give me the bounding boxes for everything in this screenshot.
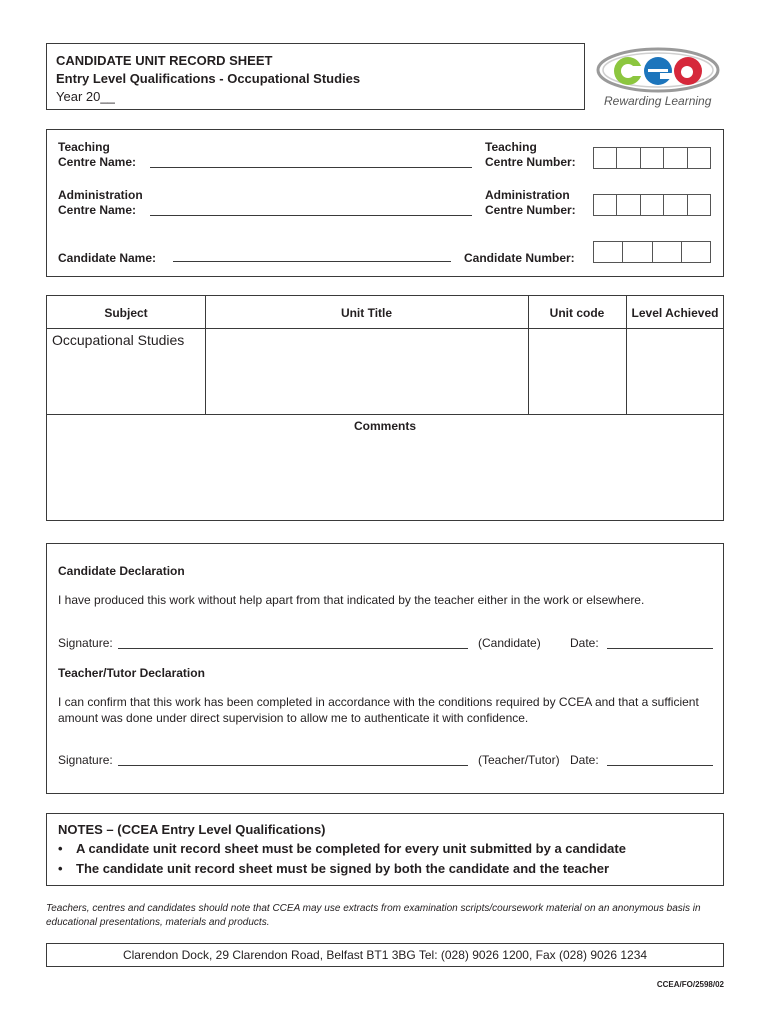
comments-label: Comments (353, 419, 416, 433)
address-box (46, 943, 724, 967)
header-subject: Subject (104, 306, 148, 320)
teacher-date-label: Date: (570, 753, 599, 767)
candidate-signature-field[interactable] (118, 648, 468, 649)
unit-title-cell[interactable] (206, 329, 527, 413)
teaching-centre-name-label-2: Centre Name: (58, 155, 137, 169)
cea-logo-text (596, 46, 597, 47)
notes-bullet-2: The candidate unit record sheet must be signed by both the candidate and the teacher (76, 861, 610, 876)
logo-tagline: Rewarding Learning (604, 94, 712, 108)
candidate-date-field[interactable] (607, 648, 713, 649)
header-unit-code: Unit code (549, 306, 605, 320)
teacher-signature-field[interactable] (118, 765, 468, 766)
admin-centre-name-label-2: Centre Name: (58, 203, 137, 217)
comments-field[interactable] (48, 436, 722, 518)
candidate-signature-label: Signature: (58, 636, 113, 650)
notes-bullet-2-marker: • (58, 861, 63, 876)
teaching-centre-number-label-2: Centre Number: (485, 155, 576, 169)
cea-logo-icon (596, 46, 724, 94)
address-text: Clarendon Dock, 29 Clarendon Road, Belfast BT1 3BG Tel: (028) 9026 1200, Fax (028) 9026 1234 (122, 948, 648, 962)
form-subtitle: Entry Level Qualifications - Occupational Studies (56, 71, 361, 86)
admin-centre-number-boxes[interactable] (593, 194, 711, 216)
candidate-date-label: Date: (570, 636, 599, 650)
candidate-declaration-text: I have produced this work without help apart from that indicated by the teacher either in the work or elsewhere. (58, 593, 645, 607)
notes-box (46, 813, 724, 886)
teaching-centre-number-label-1: Teaching (485, 140, 537, 154)
admin-centre-name-field[interactable] (150, 215, 472, 216)
notes-bullet-1: A candidate unit record sheet must be completed for every unit submitted by a candidate (76, 841, 626, 856)
candidate-name-field[interactable] (173, 261, 451, 262)
declaration-box (46, 543, 724, 794)
candidate-number-boxes[interactable] (593, 241, 711, 263)
teacher-date-field[interactable] (607, 765, 713, 766)
disclaimer-text: Teachers, centres and candidates should note that CCEA may use extracts from examination scripts/coursework material on an anonymous basis in educational presentations, materials and products. (46, 903, 701, 928)
cea-logo (596, 46, 724, 112)
form-code: CCEA/FO/2598/02 (656, 980, 724, 989)
admin-centre-number-label-1: Administration (485, 188, 570, 202)
teacher-signature-label: Signature: (58, 753, 113, 767)
centre-details-box (46, 129, 724, 277)
notes-bullet-1-marker: • (58, 841, 63, 856)
admin-centre-number-label-2: Centre Number: (485, 203, 576, 217)
subject-value: Occupational Studies (52, 332, 185, 348)
teaching-centre-name-label-1: Teaching (58, 140, 110, 154)
candidate-role: (Candidate) (478, 636, 541, 650)
candidate-declaration-heading: Candidate Declaration (58, 564, 185, 578)
header-level-achieved: Level Achieved (631, 306, 719, 320)
form-year: Year 20__ (56, 89, 115, 104)
candidate-number-label: Candidate Number: (464, 251, 575, 265)
notes-heading: NOTES – (CCEA Entry Level Qualifications) (58, 822, 326, 837)
header-unit-title: Unit Title (340, 306, 393, 320)
candidate-name-label: Candidate Name: (58, 251, 157, 265)
unit-code-cell[interactable] (529, 329, 625, 413)
admin-centre-name-label-1: Administration (58, 188, 143, 202)
header-box (46, 43, 585, 110)
comments-divider (47, 414, 723, 415)
teacher-role: (Teacher/Tutor) (478, 753, 560, 767)
level-achieved-cell[interactable] (627, 329, 723, 413)
teacher-declaration-text: I can confirm that this work has been completed in accordance with the conditions required by CCEA and that a sufficient amount was done under direct supervision to allow me to authenticate it with confidence. (58, 695, 699, 725)
teacher-declaration-heading: Teacher/Tutor Declaration (58, 666, 205, 680)
teaching-centre-number-boxes[interactable] (593, 147, 711, 169)
unit-table (46, 295, 724, 521)
teaching-centre-name-field[interactable] (150, 167, 472, 168)
form-title: CANDIDATE UNIT RECORD SHEET (56, 53, 273, 68)
